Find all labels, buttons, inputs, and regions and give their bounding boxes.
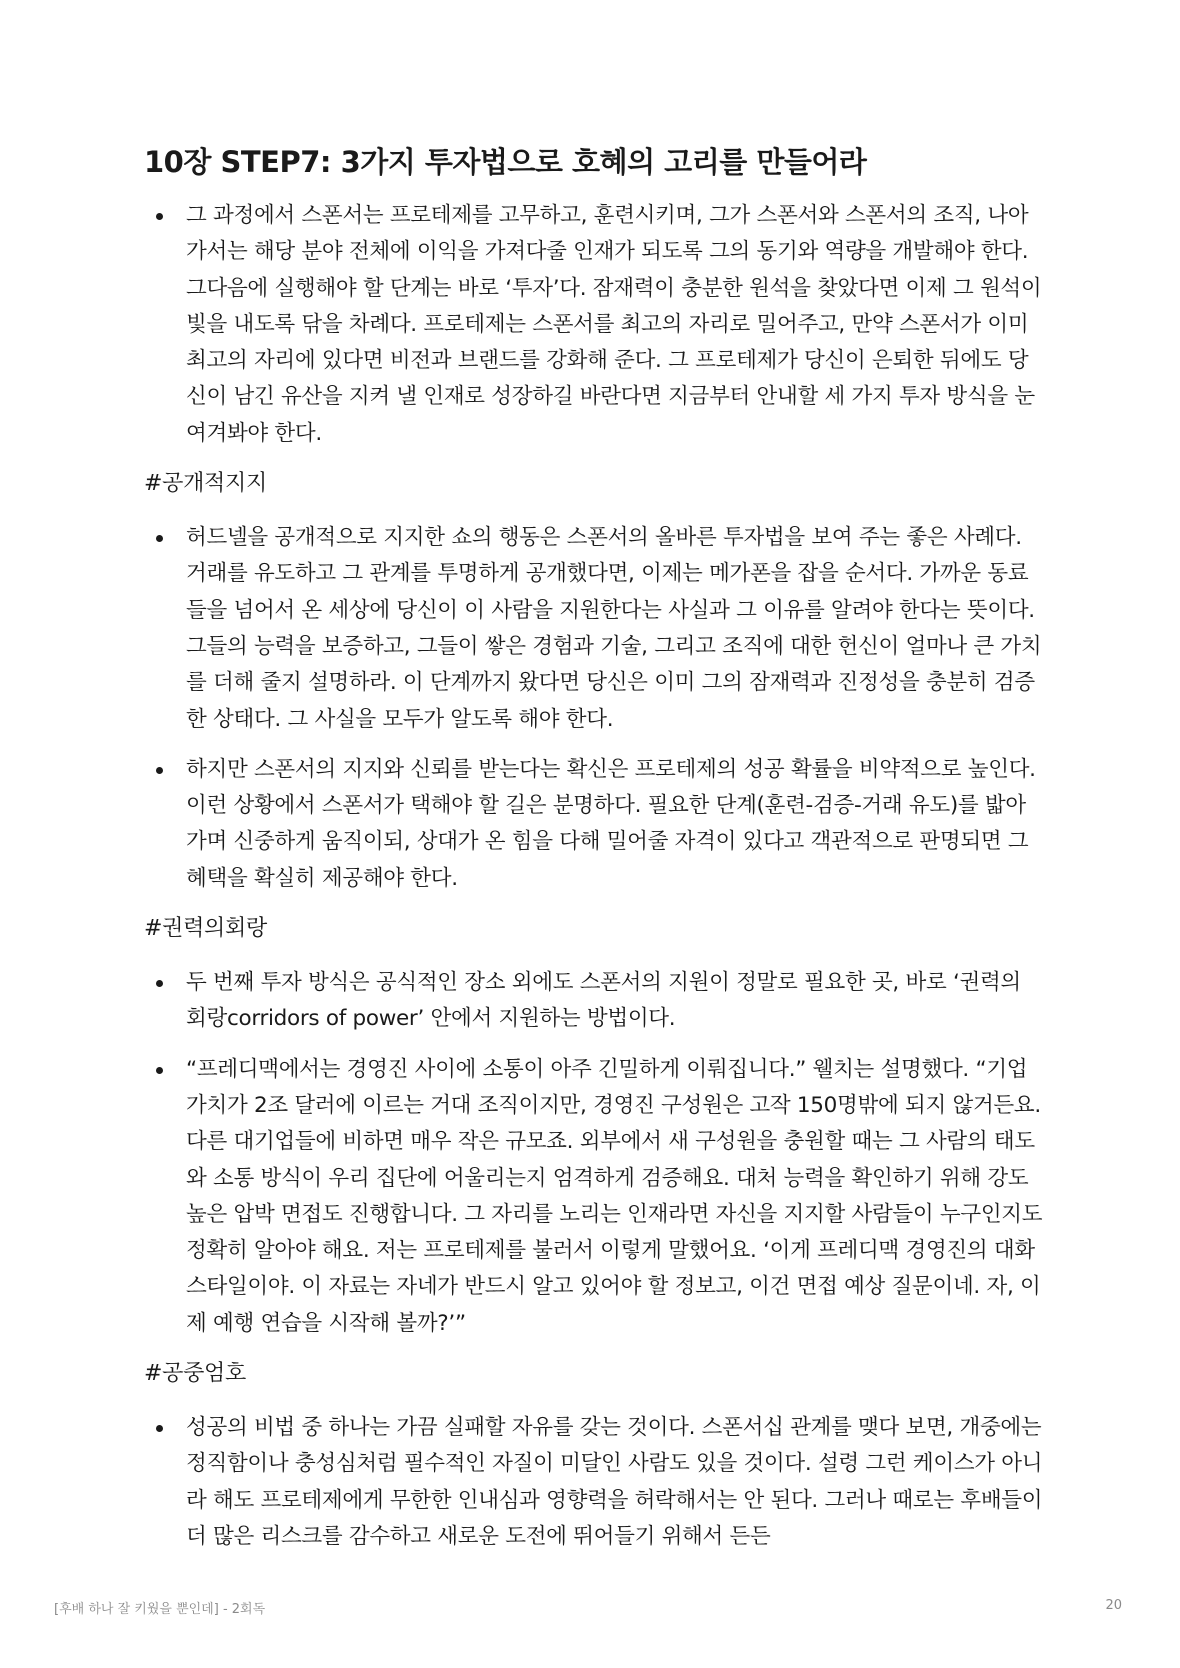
list-item [144, 520, 1044, 738]
list-item [144, 1410, 1044, 1555]
list-item [144, 1052, 1044, 1342]
chapter-title: 10장 STEP7: 3가지 투자법으로 호혜의 고리를 만들어라 [144, 145, 867, 179]
paragraph-text: “프레디맥에서는 경영진 사이에 소통이 아주 긴밀하게 이뤄집니다.” 웰치는 설명했다. “기업 가치가 2조 달러에 이르는 거대 조직이지만, 경영진 구성원은 고작 150명밖에 되지 않거든요. 다른 대기업들에 비하면 매우 작은 규모죠. 외부에서 새 구성원을 충원할 때는 그 사람의 태도와 소통 방식이 우리 집단에 어울리는지 엄격하게 검증해요. 대처 능력을 확인하기 위해 강도 높은 압박 면접도 진행합니다. 그 자리를 노리는 인재라면 자신을 지지할 사람들이 누구인지도 정확히 알아야 해요. 저는 프로테제를 불러서 이렇게 말했어요. ‘이게 프레디맥 경영진의 대화 스타일이야. 이 자료는 자네가 반드시 알고 있어야 할 정보고, 이건 면접 예상 질문이네. 자, 이제 예행 연습을 시작해 볼까?’” [186, 1056, 1043, 1336]
section-hashtag: #공개적지지 [144, 471, 267, 497]
paragraph-text: 허드넬을 공개적으로 지지한 쇼의 행동은 스폰서의 올바른 투자법을 보여 주는 좋은 사례다. 거래를 유도하고 그 관계를 투명하게 공개했다면, 이제는 메가폰을 잡을 순서다. 가까운 동료들을 넘어서 온 세상에 당신이 이 사람을 지원한다는 사실과 그 이유를 알려야 한다는 뜻이다. 그들의 능력을 보증하고, 그들이 쌓은 경험과 기술, 그리고 조직에 대한 헌신이 얼마나 큰 가치를 더해 줄지 설명하라. 이 단계까지 왔다면 당신은 이미 그의 잠재력과 진정성을 충분히 검증한 상태다. 그 사실을 모두가 알도록 해야 한다. [186, 525, 1042, 732]
list-item [144, 198, 1044, 452]
footer-page-number: 20 [1105, 1598, 1122, 1613]
document-body [144, 140, 1044, 1569]
paragraph-text: 두 번째 투자 방식은 공식적인 장소 외에도 스폰서의 지원이 정말로 필요한 곳, 바로 ‘권력의 회랑corridors of power’ 안에서 지원하는 방법이다. [186, 970, 1021, 1032]
paragraph-text: 하지만 스폰서의 지지와 신뢰를 받는다는 확신은 프로테제의 성공 확률을 비약적으로 높인다. 이런 상황에서 스폰서가 택해야 할 길은 분명하다. 필요한 단계(훈련-검증-거래 유도)를 밟아 가며 신중하게 움직이되, 상대가 온 힘을 다해 밀어줄 자격이 있다고 객관적으로 판명되면 그 혜택을 확실히 제공해야 한다. [186, 756, 1036, 891]
list-item [144, 752, 1044, 897]
section-intro [144, 198, 1044, 452]
section-corridors-of-power [144, 965, 1044, 1342]
bullet-icon [156, 1425, 163, 1432]
bullet-icon [156, 213, 163, 220]
paragraph-text: 성공의 비법 중 하나는 가끔 실패할 자유를 갖는 것이다. 스폰서십 관계를 맺다 보면, 개중에는 정직함이나 충성심처럼 필수적인 자질이 미달인 사람도 있을 것이다. 설령 그런 케이스가 아니라 해도 프로테제에게 무한한 인내심과 영향력을 허락해서는 안 된다. 그러나 때로는 후배들이 더 많은 리스크를 감수하고 새로운 도전에 뛰어들기 위해서 든든 [186, 1415, 1043, 1549]
paragraph-text: 그 과정에서 스폰서는 프로테제를 고무하고, 훈련시키며, 그가 스폰서와 스폰서의 조직, 나아가서는 해당 분야 전체에 이익을 가져다줄 인재가 되도록 그의 동기와 역량을 개발해야 한다. 그다음에 실행해야 할 단계는 바로 ‘투자’다. 잠재력이 충분한 원석을 찾았다면 이제 그 원석이 빛을 내도록 닦을 차례다. 프로테제는 스폰서를 최고의 자리로 밀어주고, 만약 스폰서가 이미 최고의 자리에 있다면 비전과 브랜드를 강화해 준다. 그 프로테제가 당신이 은퇴한 뒤에도 당신이 남긴 유산을 지켜 낼 인재로 성장하길 바란다면 지금부터 안내할 세 가지 투자 방식을 눈여겨봐야 한다. [186, 203, 1042, 446]
section-hashtag: #권력의회랑 [144, 916, 267, 942]
footer-book-title: [후배 하나 잘 키웠을 뿐인데] - 2회독 [54, 1602, 266, 1617]
bullet-icon [156, 1067, 163, 1074]
bullet-icon [156, 980, 163, 987]
bullet-icon [156, 767, 163, 774]
list-item [144, 965, 1044, 1038]
section-public-support [144, 520, 1044, 897]
bullet-icon [156, 535, 163, 542]
section-hashtag: #공중엄호 [144, 1361, 246, 1387]
section-air-cover [144, 1410, 1044, 1555]
